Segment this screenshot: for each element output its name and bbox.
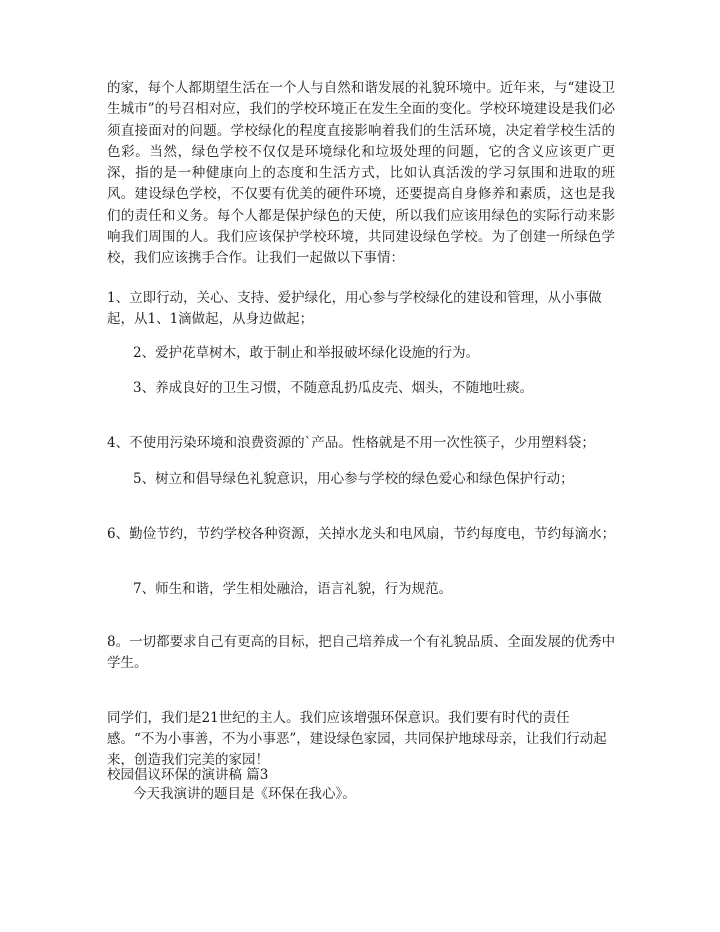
- list-item-6: 6、勤俭节约，节约学校各种资源，关掉水龙头和电风扇，节约每度电，节约每滴水；: [107, 526, 616, 542]
- list-item-2: 2、爱护花草树木，敢于制止和举报破坏绿化设施的行为。: [133, 345, 480, 361]
- list-item-7: 7、师生和谐，学生相处融洽，语言礼貌，行为规范。: [133, 581, 453, 597]
- closing-paragraph: 同学们，我们是21世纪的主人。我们应该增强环保意识。我们要有时代的责任感。“不为小事善，不为小事恶”，建设绿色家园，共同保护地球母亲，让我们行动起来，创造我们完美的家园！: [107, 710, 607, 768]
- list-item-8: 8。一切都要求自己有更高的目标，把自己培养成一个有礼貌品质、全面发展的优秀中学生。: [107, 634, 616, 671]
- list-item-4: 4、不使用污染环境和浪费资源的`产品。性格就是不用一次性筷子，少用塑料袋；: [107, 435, 595, 451]
- list-item-1: 1、立即行动，关心、支持、爱护绿化，用心参与学校绿化的建设和管理，从小事做起，从1、1滴做起，从身边做起；: [107, 290, 602, 327]
- intro-paragraph: 的家，每个人都期望生活在一个人与自然和谐发展的礼貌环境中。近年来，与“建设卫生城市”的号召相对应，我们的学校环境正在发生全面的变化。学校环境建设是我们必须直接面对的问题。学校绿化的程度直接影响着我们的生活环境，决定着学校生活的色彩。当然，绿色学校不仅仅是环境绿化和垃圾处理的问题，它的含义应该更广更深，指的是一种健康向上的态度和生活方式，比如认真活泼的学习氛围和进取的班风。建设绿色学校，不仅要有优美的硬件环境，还要提高自身修养和素质，这也是我们的责任和义务。每个人都是保护绿色的天使，所以我们应该用绿色的实际行动来影响我们周围的人。我们应该保护学校环境，共同建设绿色学校。为了创建一所绿色学校，我们应该携手合作。让我们一起做以下事情：: [107, 80, 615, 267]
- speech-opening: 今天我演讲的题目是《环保在我心》。: [133, 786, 356, 802]
- section-heading: 校园倡议环保的演讲稿 篇3: [107, 767, 269, 783]
- list-item-3: 3、养成良好的卫生习惯，不随意乱扔瓜皮壳、烟头，不随地吐痰。: [133, 380, 534, 396]
- list-item-5: 5、树立和倡导绿色礼貌意识，用心参与学校的绿色爱心和绿色保护行动；: [133, 471, 574, 487]
